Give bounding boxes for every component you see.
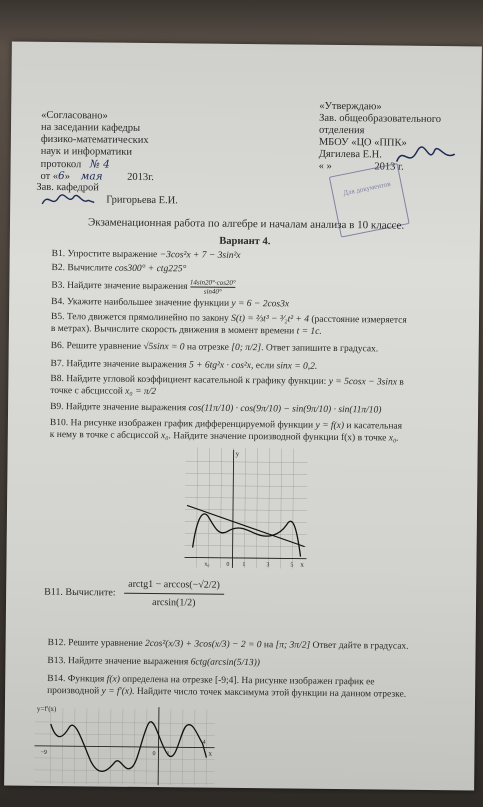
graph-b14-origin-label: 0 [152,751,156,758]
task-b6-text-2: на отрезке [186,342,229,353]
task-b14-text-3: производной [47,685,100,697]
approve-year: 2013 г. [374,161,404,173]
graph-b14 [30,702,217,788]
task-b10 [50,418,470,445]
approve-line-4: МБОУ «ЦО «ППК» [318,136,407,149]
task-b12-text-2: на [263,640,274,651]
graph-b14-x-axis [35,746,215,748]
graph-b10-tick-5: 5 [290,562,294,569]
approved-line-2: на заседании кафедры [40,121,141,134]
protocol-label: протокол [40,158,82,171]
task-b8-text: B8. Найдите угловой коэффициент касательной к графику функции: [50,373,327,387]
task-b14-expr: f(x) [106,674,120,685]
graph-b10-grid [184,447,307,568]
task-b5-expr: S(t) = ⅔t³ − ³⁄₂t² + 4 [231,313,310,325]
task-b8 [50,374,470,401]
task-b3-fraction [190,278,236,295]
task-b5-text-3: в метрах). Вычислите скорость движения в момент времени [50,323,295,337]
date-prefix: от « [40,170,59,183]
task-b5-text-2: (расстояние измеряется [311,314,407,326]
protocol-day: 6 [58,170,65,183]
approve-line-2: Зав. общеобразовательного [319,112,442,126]
task-b11-fraction [124,579,224,609]
graph-b10-y-axis [232,450,233,568]
task-b10-x0b: x₀. [388,433,399,444]
task-b11-text: B11. Вычислите: [44,586,116,599]
task-b13-text: B13. Найдите значение выражения [47,655,189,668]
task-b5-text: B5. Тело движется прямолинейно по закону [50,311,229,324]
task-b6-text: B6. Решите уравнение [50,340,142,352]
task-b10-x0: x₀ [160,430,169,441]
head-of-dept-label: Зав. кафедрой [36,181,99,194]
graph-b10 [182,447,309,570]
task-b6-text-3: . Ответ запишите в градусах. [261,343,379,355]
approved-heading: «Согласовано» [41,109,108,122]
date-quote-close: » [64,171,71,183]
task-b14-text-4: Найдите число точек максимума этой функции на данном отрезке. [136,686,407,700]
task-b8-expr-2: x₀ = π/2 [125,386,157,397]
protocol-month: мая [80,170,103,183]
task-b10-text-3: к нему в точке с абсциссой [49,429,159,441]
task-b3-denominator: sin40° [203,287,222,296]
exam-sheet [4,42,482,791]
task-b11-numerator: arctg1 − arccos(−√2/2) [124,579,224,595]
task-b4-text: B4. Укажите наибольшее значение функции [51,296,230,309]
graph-b14-tick-1: 1 [166,751,170,758]
task-b9 [50,402,470,418]
graph-b10-tangent [187,505,305,546]
task-b10-text-4: . Найдите значение производной функции f(x) в точке [168,430,387,444]
task-b10-expr: y = f(x) [315,420,345,432]
task-b4 [51,297,471,313]
graph-b10-x-axis [185,557,307,558]
graph-b14-tick-minus9: −9 [40,749,47,756]
task-b1-expr: −3cos²x + 7 − 3sin²x [159,250,241,261]
variant-heading: Вариант 4. [219,235,271,248]
task-b12-expr: 2cos²(x/3) + 3cos(x/3) − 2 = 0 [144,638,262,651]
task-b3-numerator: 14sin20°·cos20° [189,278,236,287]
task-b6-expr: √5sinx = 0 [143,341,185,353]
graph-b14-tick-4: 4 [202,739,206,746]
graph-b10-y-label: y [235,449,240,458]
task-b14-text-2: определена на отрезке [-9;4]. На рисунке изображен график ее [122,674,375,688]
task-b2-text: B2. Вычислите [51,262,113,274]
task-b1-text: B1. Упростите выражение [51,248,158,261]
task-b12-text: B12. Решите уравнение [47,637,143,649]
stamp-text: Для документов [342,179,392,198]
task-b14-expr-2: y = f′(x). [101,686,135,697]
task-b6-interval: [0; π/2] [231,342,262,354]
graph-b10-origin-label: 0 [226,561,230,568]
task-b1 [52,249,472,265]
graph-b10-x0-label: x₀ [204,561,210,568]
task-b11 [44,578,464,611]
task-b9-text: B9. Найдите значение выражения [50,401,187,414]
approver-name: Дягилева Е.Н. [318,148,382,161]
task-b7-condition: sinx = 0,2. [276,361,318,372]
graph-b14-x-label: x [208,749,213,758]
approved-line-4: наук и информатики [40,145,133,158]
protocol-year: 2013г. [127,171,154,184]
approve-line-3: отделения [318,124,365,137]
graph-b10-tick-3: 3 [266,562,270,569]
task-b7-text-2: если [255,361,275,372]
task-b12 [48,638,468,654]
task-b13-expr: 6ctg(arcsin(5/13)) [190,657,261,669]
task-b11-denominator: arcsin(1/2) [152,596,196,609]
task-b7 [50,359,470,375]
task-b3-text: B3. Найдите значение выражения [51,280,188,293]
task-b7-expr: 5 + 6tg²x · cos²x, [188,360,254,372]
task-b4-expr: y = 6 − 2cos3x [231,298,290,310]
task-b5-expr-2: t = 1с. [296,326,322,337]
task-b3 [51,277,471,298]
approved-line-3: физико-математических [40,133,149,146]
graph-b14-y-axis [158,707,159,785]
task-b9-expr: cos(11π/10) · cos(9π/10) − sin(9π/10) · sin(11π/10) [188,403,382,416]
task-b8-expr: y = 5cosx − 3sinx [328,376,398,388]
task-b12-text-3: Ответ дайте в градусах. [312,640,409,652]
signature-right [395,142,457,173]
task-b10-text: B10. На рисунке изображен график дифференцируемой функции [49,417,314,431]
task-b7-text: B7. Найдите значение выражения [50,358,187,371]
task-b10-text-2: и касательная [346,421,403,432]
task-b12-interval: [π; 3π/2] [275,640,311,651]
task-b14 [47,674,467,701]
approve-date-quotes: « » [318,160,332,172]
graph-b14-y-label: y=f′(x) [36,704,57,714]
graph-b10-tick-1: 1 [242,562,246,569]
head-of-dept-name: Григорьева Е.И. [106,194,178,207]
task-b13 [47,656,467,672]
task-b14-text: B14. Функция [47,673,105,685]
task-b2 [51,263,471,279]
signature-left [38,190,98,213]
exam-title: Экзаменационная работа по алгебре и началам анализа в 10 классе. [87,216,405,232]
protocol-number: № 4 [89,158,110,171]
task-b2-expr: cos300° + ctg225° [114,263,187,275]
task-b8-text-3: точке с абсциссой [50,385,123,397]
task-b8-text-2: в [399,377,404,388]
approve-heading: «Утверждаю» [319,100,382,113]
graph-b10-x-label: x [300,560,304,569]
task-b6 [51,341,471,357]
task-b5 [51,312,471,339]
